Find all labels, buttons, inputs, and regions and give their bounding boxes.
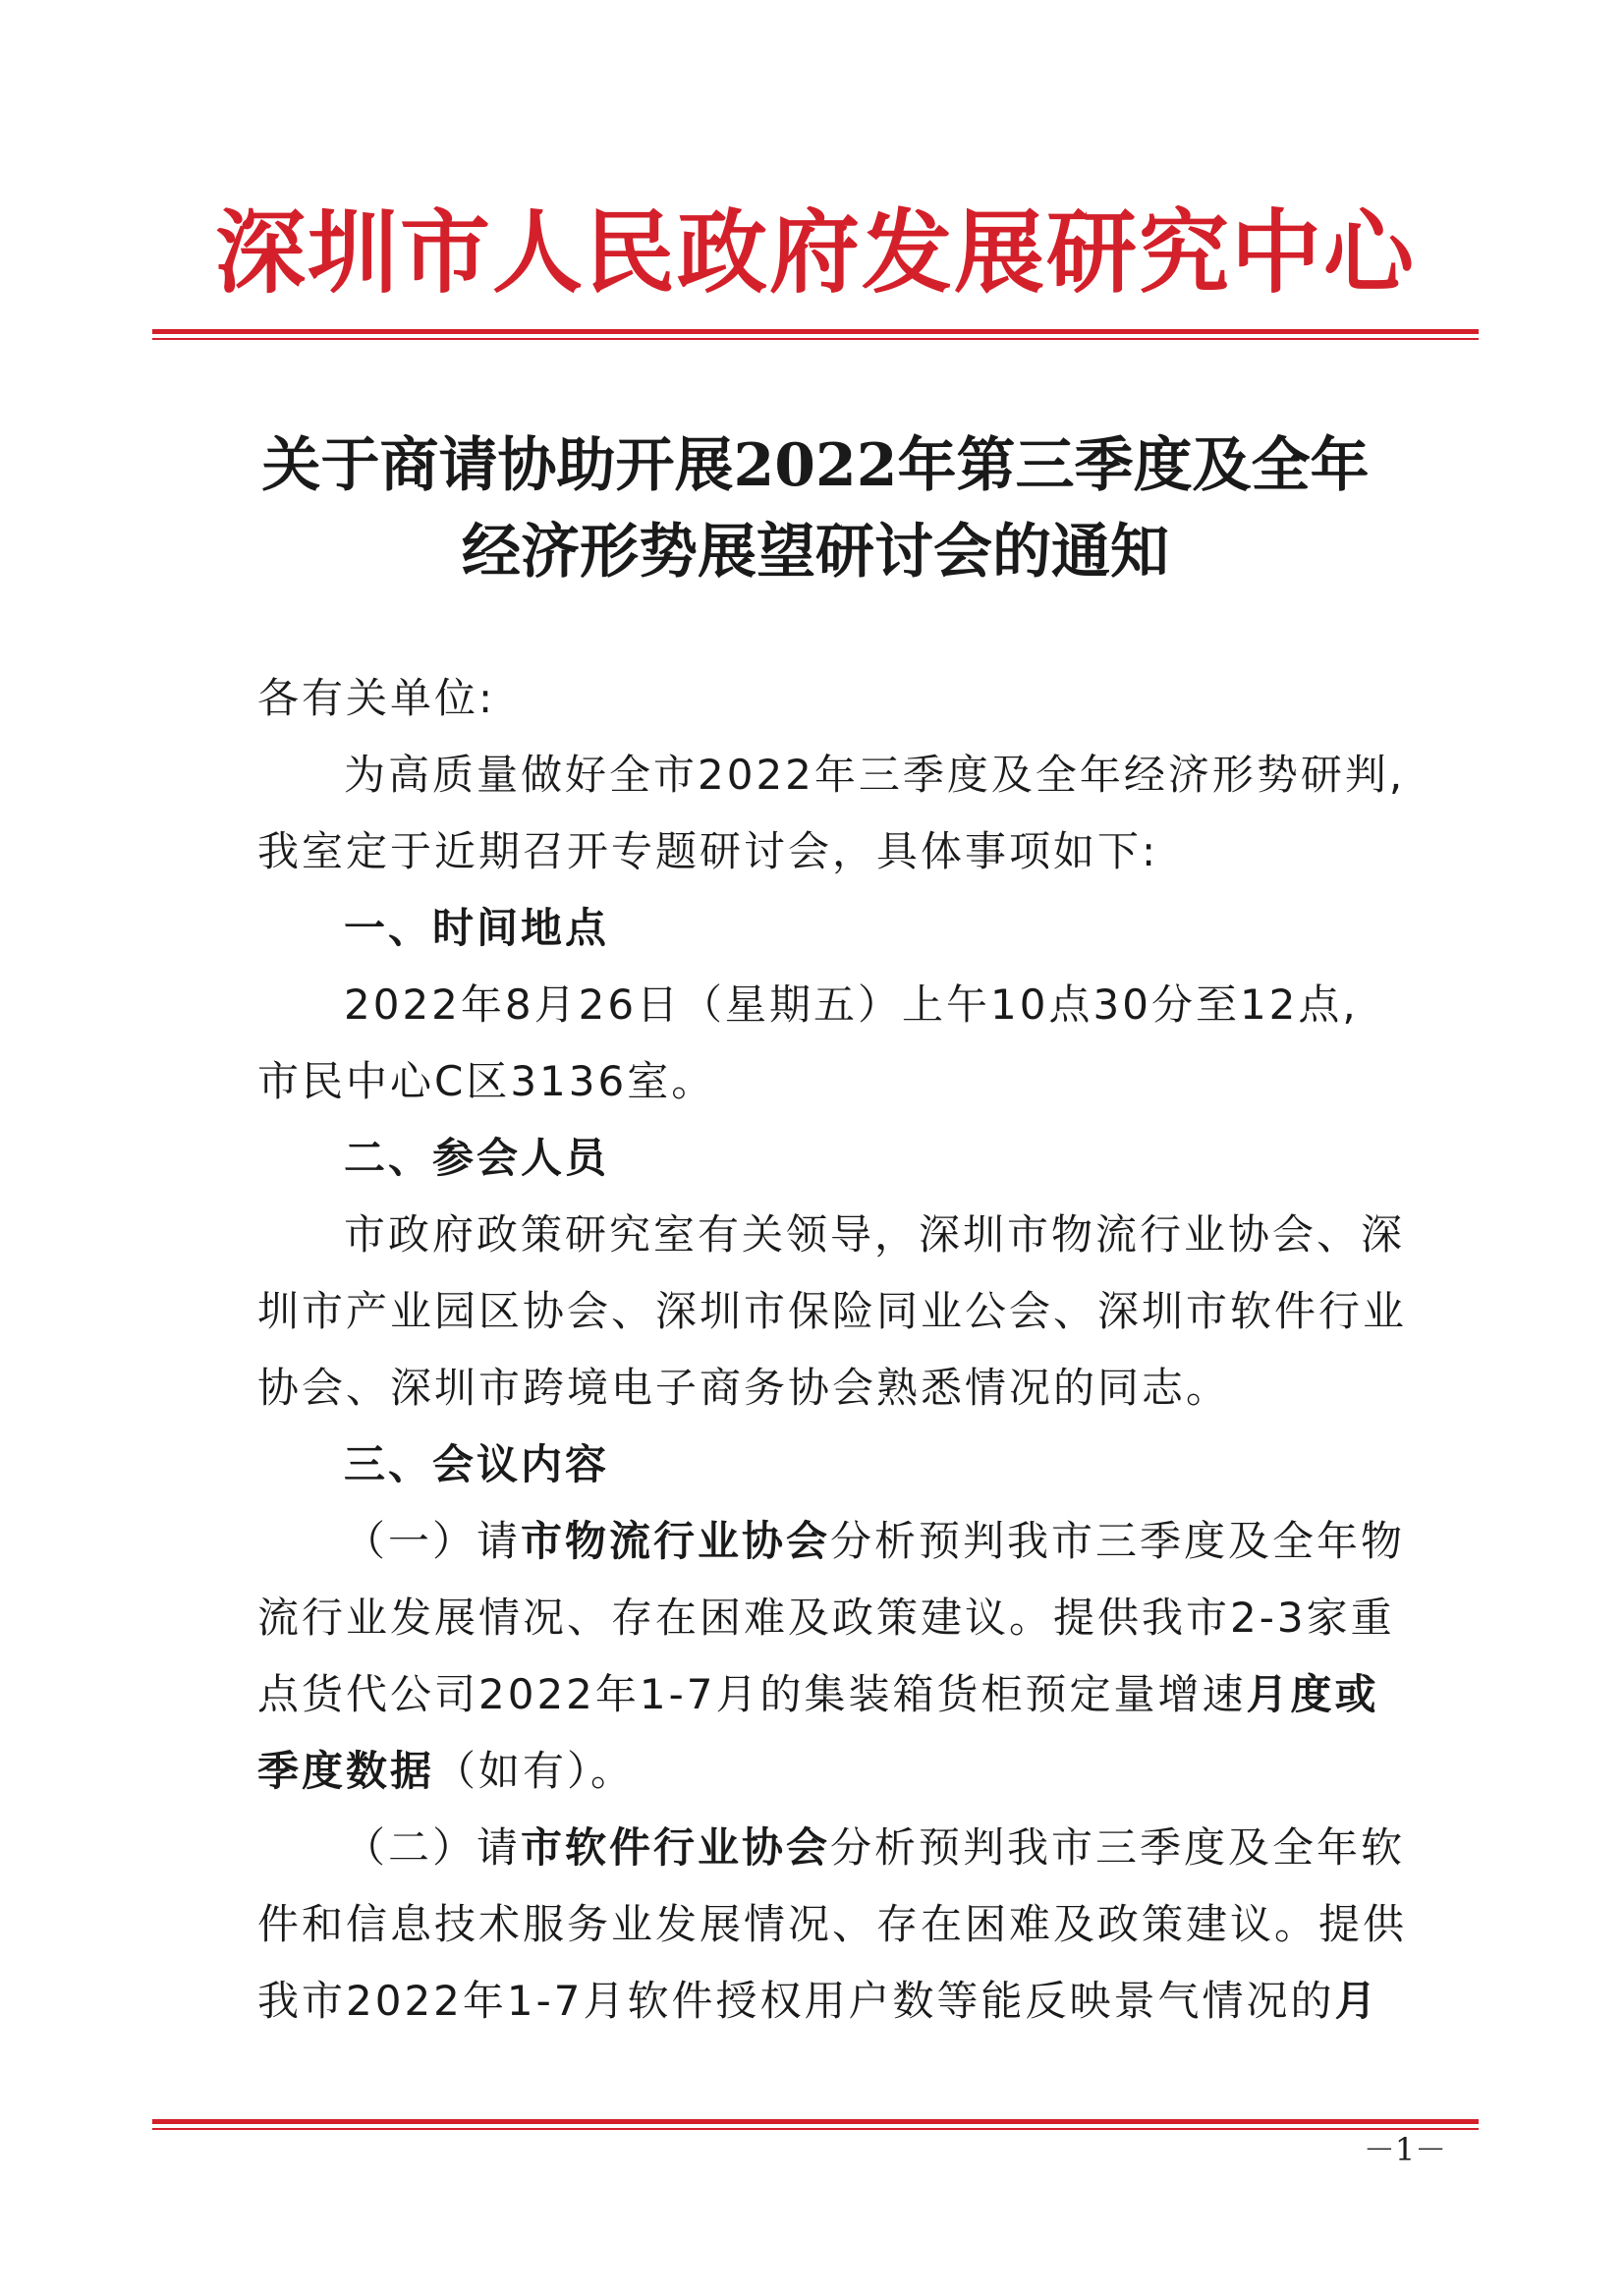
section-heading-time-place: 一、时间地点 bbox=[344, 904, 610, 952]
item-1-line-3-text: 点货代公司2022年1-7月的集装箱货柜预定量增速 bbox=[257, 1670, 1247, 1718]
document-title-line-2: 经济形势展望研讨会的通知 bbox=[462, 518, 1169, 587]
attendees-line-3: 协会、深圳市跨境电子商务协会熟悉情况的同志。 bbox=[257, 1364, 1231, 1412]
item-2-rest: 分析预判我市三季度及全年软 bbox=[830, 1823, 1406, 1872]
content-item-1-line-3 bbox=[257, 1656, 1392, 1733]
item-1-rest: 分析预判我市三季度及全年物 bbox=[830, 1517, 1406, 1565]
salutation: 各有关单位: bbox=[257, 674, 496, 722]
document-title bbox=[152, 422, 1479, 595]
item-2-org: 市软件行业协会 bbox=[521, 1823, 831, 1872]
item-2-line-3-text: 我市2022年1-7月软件授权用户数等能反映景气情况的 bbox=[257, 1977, 1335, 2025]
content-item-2-line-1 bbox=[257, 1810, 1406, 1886]
section-heading-content: 三、会议内容 bbox=[344, 1440, 610, 1488]
intro-line-2: 我室定于近期召开专题研讨会，具体事项如下: bbox=[257, 827, 1159, 875]
content-item-1-line-2: 流行业发展情况、存在困难及政策建议。提供我市2-3家重 bbox=[257, 1594, 1395, 1642]
item-2-prefix: （二）请 bbox=[344, 1823, 522, 1872]
item-1-line-3-bold: 月度或 bbox=[1246, 1670, 1379, 1718]
attendees-line-1: 市政府政策研究室有关领导，深圳市物流行业协会、深 bbox=[344, 1210, 1406, 1259]
document-body bbox=[257, 660, 1408, 2040]
document-title-line-1: 关于商请协助开展2022年第三季度及全年 bbox=[261, 431, 1370, 500]
section-heading-attendees: 二、参会人员 bbox=[344, 1134, 610, 1182]
content-item-1-line-4 bbox=[257, 1733, 1392, 1810]
content-item-2-line-2: 件和信息技术服务业发展情况、存在困难及政策建议。提供 bbox=[257, 1900, 1408, 1948]
item-1-line-4-text: （如有）。 bbox=[434, 1747, 636, 1795]
letterhead-divider bbox=[152, 329, 1479, 340]
time-place-line-1: 2022年8月26日（星期五）上午10点30分至12点, bbox=[344, 980, 1359, 1029]
page-number: －1－ bbox=[1363, 2131, 1447, 2168]
intro-line-1: 为高质量做好全市2022年三季度及全年经济形势研判, bbox=[344, 751, 1406, 799]
item-1-prefix: （一）请 bbox=[344, 1517, 522, 1565]
item-2-line-3-bold: 月 bbox=[1334, 1977, 1379, 2025]
content-item-1-line-1 bbox=[257, 1503, 1406, 1580]
content-item-2-line-3 bbox=[257, 1963, 1392, 2040]
attendees-line-2: 圳市产业园区协会、深圳市保险同业公会、深圳市软件行业 bbox=[257, 1287, 1408, 1335]
item-1-org: 市物流行业协会 bbox=[521, 1517, 831, 1565]
item-1-line-4-bold: 季度数据 bbox=[257, 1747, 435, 1795]
time-place-line-2: 市民中心C区3136室。 bbox=[257, 1057, 716, 1105]
footer-divider bbox=[152, 2119, 1479, 2130]
letterhead-title: 深圳市人民政府发展研究中心 bbox=[214, 200, 1416, 306]
